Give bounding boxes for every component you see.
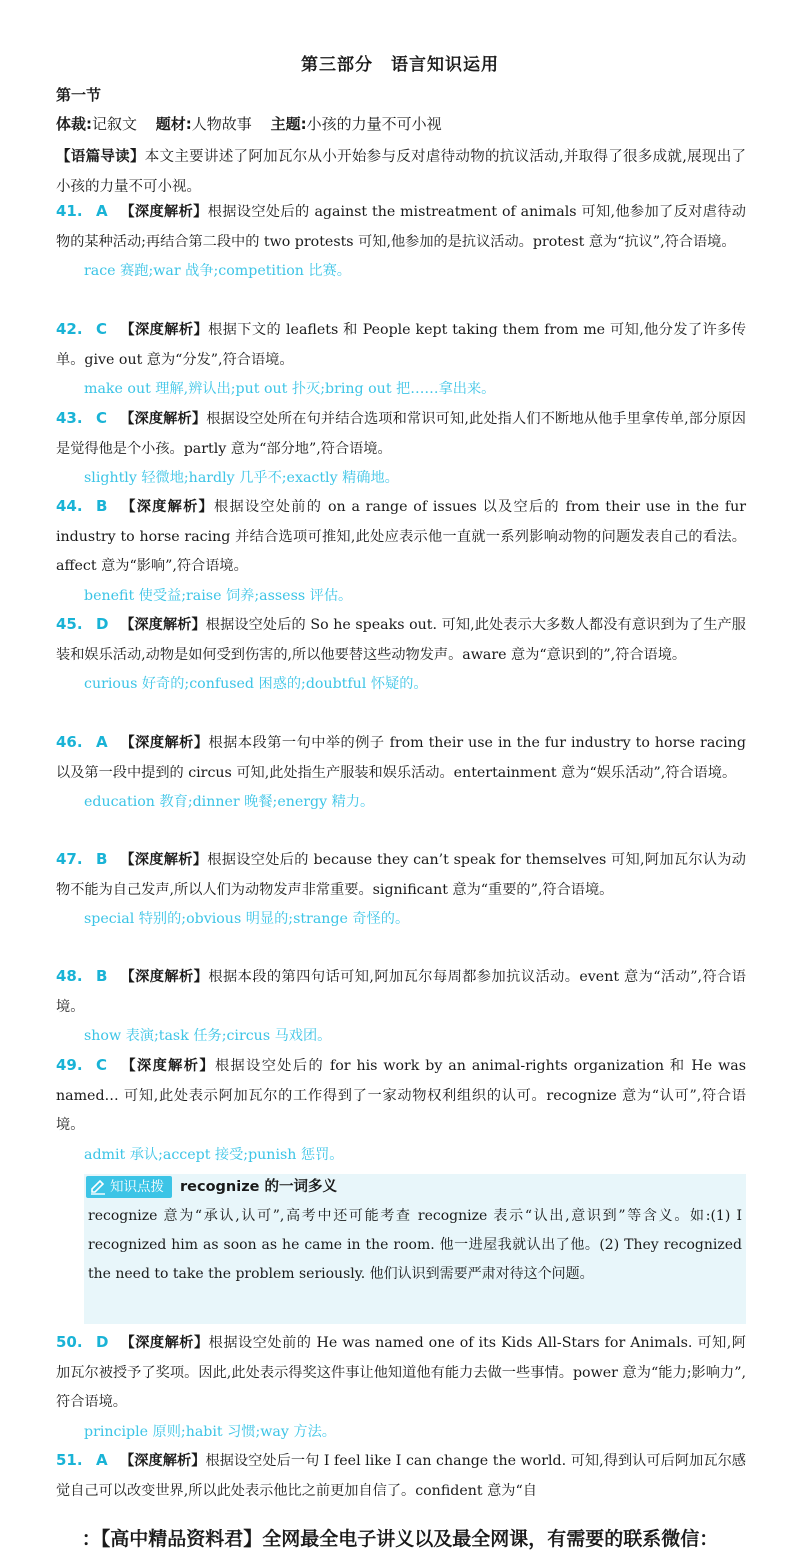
analysis-tag: 【深度解析】 [120,969,209,985]
distractor-options: education 教育;dinner 晚餐;energy 精力。 [84,794,375,810]
answer-item-45 [56,610,746,700]
item-number: 48. [56,967,83,985]
analysis-text: 根据设空处所在句并结合选项和常识可知,此处指人们不断地从他手里拿传单,部分原因是觉得他是个小孩。partly 意为“部分地”,符合语境。 [56,411,746,457]
answer-item-47 [56,845,746,935]
knowledge-badge [86,1176,172,1198]
knowledge-body: recognize 意为“承认,认可”,高考中还可能考查 recognize 表示“认出,意识到”等含义。如:(1) I recognized him as soon as he came in the room. 他一进屋我就认出了他。(2) They recognized the need to take the problem seriously. 他们认识到需要严肃对待这个问题。 [88,1208,742,1282]
genre-label: 体裁: [56,115,92,133]
item-number: 46. [56,733,83,751]
item-number: 50. [56,1333,83,1351]
analysis-tag: 【深度解析】 [120,499,215,515]
distractor-options: benefit 使受益;raise 饲养;assess 评估。 [84,587,353,604]
analysis-tag: 【深度解析】 [120,735,209,751]
reading-guide [56,142,746,202]
analysis-text: 根据设空处前的 on a range of issues 以及空后的 from their use in the fur industry to horse racing 并结合选项可推知,此处应表示他一直就一系列影响动物的问题发表自己的看法。affect 意为“影响”,符合语境。 [56,499,746,574]
item-answer: C [96,320,108,338]
analysis-tag: 【深度解析】 [120,411,207,427]
knowledge-tip-box [84,1174,746,1324]
analysis-tag: 【深度解析】 [120,617,206,633]
item-number: 47. [56,850,83,868]
analysis-tag: 【深度解析】 [120,204,208,220]
analysis-tag: 【深度解析】 [120,1335,209,1351]
meta-line [56,113,442,134]
answer-item-44 [56,492,746,611]
answer-item-42 [56,315,746,405]
item-answer: A [96,1451,108,1469]
analysis-text: 根据下文的 leaflets 和 People kept taking them from me 可知,他分发了许多传单。give out 意为“分发”,符合语境。 [56,322,746,368]
page-title: 第三部分 语言知识运用 [301,55,499,75]
footer-banner: ：【高中精品资料君】全网最全电子讲义以及最全网课，有需要的联系微信： [81,1528,719,1550]
guide-text: 本文主要讲述了阿加瓦尔从小开始参与反对虐待动物的抗议活动,并取得了很多成就,展现出了小孩的力量不可小视。 [56,149,747,195]
item-answer: B [96,967,108,985]
item-answer: C [96,1056,108,1074]
distractor-options: show 表演;task 任务;circus 马戏团。 [84,1028,332,1044]
item-answer: C [96,409,108,427]
pencil-icon [90,1179,106,1195]
topic-label: 题材: [155,115,192,133]
analysis-text: 根据设空处后的 for his work by an animal-rights organization 和 He was named… 可知,此处表示阿加瓦尔的工作得到了一家动物权利组织的认可。recognize 意为“认可”,符合语境。 [56,1058,746,1133]
section-heading: 第一节 [56,86,102,104]
analysis-tag: 【深度解析】 [120,322,209,338]
analysis-text: 根据本段的第四句话可知,阿加瓦尔每周都参加抗议活动。event 意为“活动”,符合语境。 [56,969,746,1015]
item-number: 41. [56,202,83,220]
topic-value: 人物故事 [191,115,252,133]
item-number: 49. [56,1056,83,1074]
item-answer: A [96,733,108,751]
distractor-options: curious 好奇的;confused 困惑的;doubtful 怀疑的。 [84,676,428,692]
distractor-options: admit 承认;accept 接受;punish 惩罚。 [84,1146,344,1163]
item-answer: B [96,850,108,868]
distractor-options: slightly 轻微地;hardly 几乎不;exactly 精确地。 [84,470,399,486]
distractor-options: special 特别的;obvious 明显的;strange 奇怪的。 [84,911,410,927]
knowledge-badge-label: 知识点拨 [110,1178,164,1195]
answer-item-46 [56,728,746,818]
item-answer: D [96,615,109,633]
distractor-options: make out 理解,辨认出;put out 扑灭;bring out 把……拿出来。 [84,381,496,397]
theme-value: 小孩的力量不可小视 [306,115,442,133]
item-number: 42. [56,320,83,338]
answer-item-41 [56,197,746,287]
distractor-options: principle 原则;habit 习惯;way 方法。 [84,1423,336,1440]
item-number: 44. [56,497,83,515]
analysis-text: 根据设空处后的 against the mistreatment of animals 可知,他参加了反对虐待动物的某种活动;再结合第二段中的 two protests 可知,他参加的是抗议活动。protest 意为“抗议”,符合语境。 [56,204,746,250]
answer-item-48 [56,962,746,1052]
distractor-options: race 赛跑;war 战争;competition 比赛。 [84,263,351,279]
guide-label: 【语篇导读】 [56,149,145,165]
analysis-tag: 【深度解析】 [120,1058,215,1074]
item-answer: D [96,1333,109,1351]
item-answer: B [96,497,108,515]
answer-item-50 [56,1328,746,1447]
knowledge-title: recognize 的一词多义 [180,1178,338,1195]
answer-item-51 [56,1446,746,1506]
item-number: 43. [56,409,83,427]
answer-item-43 [56,404,746,494]
analysis-tag: 【深度解析】 [120,1453,206,1469]
analysis-text: 根据设空处后的 So he speaks out. 可知,此处表示大多数人都没有意识到为了生产服装和娱乐活动,动物是如何受到伤害的,所以他要替这些动物发声。aware 意为“意识到的”,符合语境。 [56,617,746,663]
item-number: 45. [56,615,83,633]
item-answer: A [96,202,108,220]
answer-item-49 [56,1051,746,1170]
analysis-text: 根据设空处前的 He was named one of its Kids All-Stars for Animals. 可知,阿加瓦尔被授予了奖项。因此,此处表示得奖这件事让他知道他有能力去做一些事情。power 意为“能力;影响力”,符合语境。 [56,1335,746,1410]
item-number: 51. [56,1451,83,1469]
analysis-text: 根据本段第一句中举的例子 from their use in the fur industry to horse racing 以及第一段中提到的 circus 可知,此处指生产服装和娱乐活动。entertainment 意为“娱乐活动”,符合语境。 [56,735,746,781]
analysis-text: 根据设空处后一句 I feel like I can change the world. 可知,得到认可后阿加瓦尔感觉自己可以改变世界,所以此处表示他比之前更加自信了。confident 意为“自 [56,1453,746,1499]
theme-label: 主题: [270,115,307,133]
genre-value: 记叙文 [92,115,138,133]
analysis-tag: 【深度解析】 [120,852,208,868]
analysis-text: 根据设空处后的 because they can’t speak for themselves 可知,阿加瓦尔认为动物不能为自己发声,所以人们为动物发声非常重要。significant 意为“重要的”,符合语境。 [56,852,746,898]
